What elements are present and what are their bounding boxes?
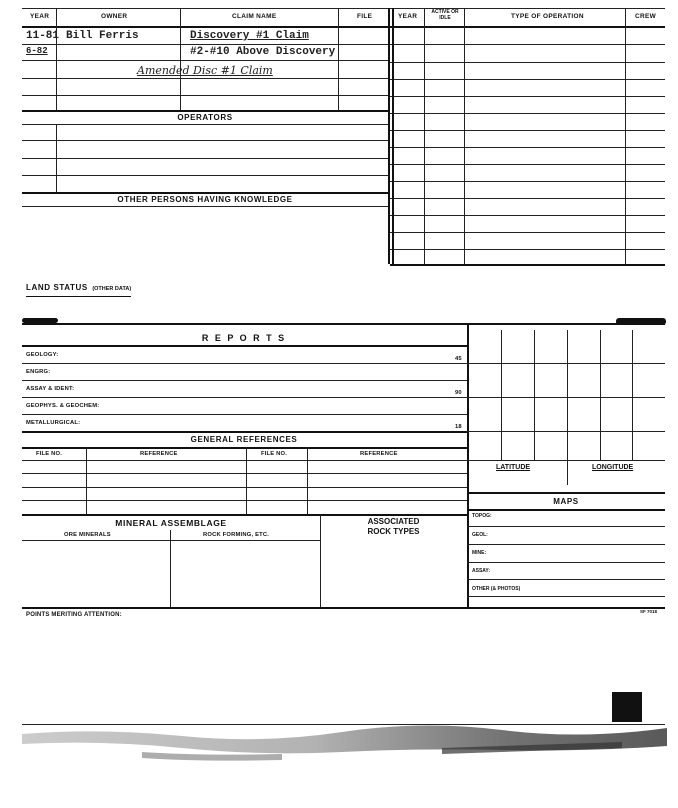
knowledge-label: OTHER PERSONS HAVING KNOWLEDGE (117, 195, 293, 204)
longitude-label: LONGITUDE (592, 464, 634, 471)
maps-title: MAPS (553, 497, 579, 506)
associated-rock-types (320, 517, 467, 537)
reports-title: R E P O R T S (201, 333, 287, 343)
header-crew: CREW (635, 13, 657, 20)
rock-forming-label: ROCK FORMING, ETC. (203, 532, 270, 538)
report-geophys: GEOPHYS. & GEOCHEM: (26, 403, 100, 409)
row1-year: 11-81 (26, 30, 60, 42)
row2-claim: #2-#10 Above Discovery (190, 46, 336, 58)
scan-noise-band (22, 722, 667, 770)
report-assay: ASSAY & IDENT: (26, 386, 75, 392)
ref-reference-1: REFERENCE (140, 451, 178, 457)
header-year-2: YEAR (398, 13, 418, 20)
maps-mine: MINE: (472, 550, 487, 556)
header-claim-name: CLAIM NAME (232, 13, 277, 20)
header-year: YEAR (30, 13, 50, 20)
report-metallurgical-num: 18 (455, 424, 462, 430)
maps-assay: ASSAY: (472, 568, 491, 574)
report-engrg: ENGRG: (26, 369, 51, 375)
row1-claim: Discovery #1 Claim (190, 30, 309, 42)
header-type-of-operation: TYPE OF OPERATION (511, 13, 584, 20)
maps-geol: GEOL: (472, 532, 488, 538)
ref-file-no-1: FILE NO. (36, 451, 63, 457)
land-status-sub: (OTHER DATA) (92, 286, 132, 292)
land-status-heading (26, 277, 131, 297)
points-meriting-attention: POINTS MERITING ATTENTION: (26, 612, 122, 618)
latitude-label: LATITUDE (496, 464, 531, 471)
report-metallurgical: METALLURGICAL: (26, 420, 81, 426)
band-right-mark (616, 318, 666, 325)
report-assay-num: 90 (455, 390, 462, 396)
maps-topog: TOPOG: (472, 513, 492, 519)
row1-owner: Bill Ferris (66, 30, 139, 42)
assoc-line-2: ROCK TYPES (367, 527, 420, 536)
header-file: FILE (357, 13, 373, 20)
general-refs-title: GENERAL REFERENCES (190, 435, 298, 444)
header-owner: OWNER (101, 13, 128, 20)
header-active-idle: ACTIVE OR IDLE (431, 9, 459, 21)
maps-other: OTHER (& PHOTOS) (472, 586, 521, 592)
ref-reference-2: REFERENCE (360, 451, 398, 457)
report-geology: GEOLOGY: (26, 352, 59, 358)
ref-file-no-2: FILE NO. (261, 451, 288, 457)
mineral-title: MINERAL ASSEMBLAGE (115, 518, 227, 528)
operators-label: OPERATORS (177, 113, 233, 122)
report-geology-num: 45 (455, 356, 462, 362)
land-status-label: LAND STATUS (26, 283, 88, 292)
row3-claim-handwritten: Amended Disc #1 Claim (137, 64, 273, 77)
assoc-line-1: ASSOCIATED (367, 517, 420, 526)
form-number: SF 7018 (640, 609, 658, 614)
row2-year: 6-82 (26, 46, 48, 56)
scan-artifact-block (612, 692, 642, 722)
ore-minerals-label: ORE MINERALS (64, 532, 111, 538)
